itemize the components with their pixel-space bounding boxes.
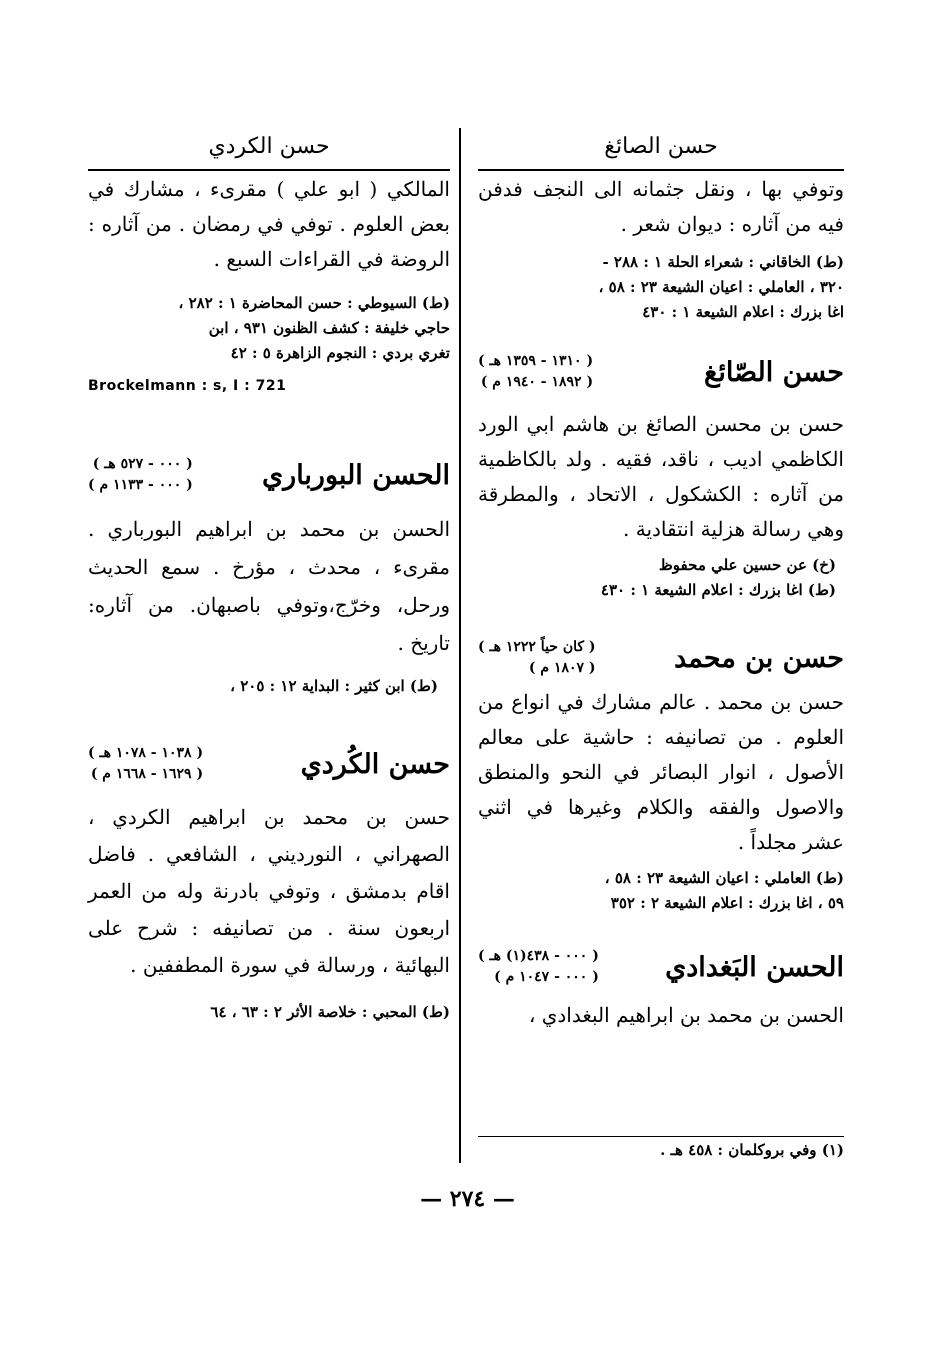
gregorian-dates: ( ١٦٢٩ - ١٦٦٨ م ) [90,766,204,782]
page-number: — ٢٧٤ — [420,1186,515,1212]
column-divider [459,128,461,1163]
latin-reference: Brockelmann : s, I : 721 [88,378,287,394]
entry-dates [478,351,593,393]
hijri-dates: ( ١٠٣٨ - ١٠٧٨ هـ ) [88,745,204,761]
entry-heading [478,351,844,393]
entry-body: حسن بن محمد بن ابراهيم الكردي ، الصهراني ، النورديني ، الشافعي . فاضل اقام بدمشق ، وتوفي بادرنة وله من العمر اربعون سنة . من تصانيفه : شرح على البهائية ، ورسالة في سورة المطففين . [88,805,450,977]
hijri-dates: ( ٠٠٠ - ٥٢٧ هـ ) [92,456,193,472]
footnote-rule [478,1136,844,1137]
ref-line: (ط) العاملي : اعيان الشيعة ٢٣ : ٥٨ ، [604,869,844,887]
gregorian-dates: ( ١٨٩٢ - ١٩٤٠ م ) [480,374,594,390]
hijri-dates: ( ٠٠٠ - ٤٣٨(١) هـ ) [478,948,599,964]
entry-dates [478,637,596,679]
right-column [478,128,844,1033]
header-rule-left [88,169,450,171]
ref-line: تغري بردي : النجوم الزاهرة ٥ : ٤٢ [230,344,450,362]
continuation-refs [478,250,844,325]
entry-body: حسن بن محمد . عالم مشارك في انواع من العلوم . من تصانيفه : حاشية على معالم الأصول ، انوار البصائر في النحو والمنطق والاصول والفقه والكلام وغيرها في اثني عشر مجلداً . [478,690,844,854]
entry-name: حسن الصّائغ [704,356,844,388]
entry-body: حسن بن محسن الصائغ بن هاشم ابي الورد الكاظمي اديب ، ناقد، فقيه . ولد بالكاظمية من آثاره : الكشكول ، الاتحاد ، والمطرقة وهي رسالة هزلية انتقادية . [478,412,844,541]
entry-heading [478,637,844,679]
ref-line: (ط) الخاقاني : شعراء الحلة ١ : ٢٨٨ - [602,253,844,271]
ref-line: حاجي خليفة : كشف الظنون ٩٣١ ، ابن [208,319,450,337]
gregorian-dates: ( ٠٠٠ - ١٠٤٧ م ) [494,969,599,985]
entry-name: حسن الكُردي [300,748,450,780]
ref-line: (ط) اغا بزرك : اعلام الشيعة ١ : ٤٣٠ [600,581,836,599]
left-column [88,128,450,1025]
header-rule-right [478,169,844,171]
left-column-header: حسن الكردي [208,134,330,159]
ref-line: اغا بزرك : اعلام الشيعة ١ : ٤٣٠ [642,303,844,321]
right-column-header: حسن الصائغ [604,134,718,159]
continuation-text: وتوفي بها ، ونقل جثمانه الى النجف فدفن فيه من آثاره : ديوان شعر . [478,177,844,236]
ref-line: (خ) عن حسين علي محفوظ [658,556,836,574]
gregorian-dates: ( ٠٠٠ - ١١٣٣ م ) [88,477,193,493]
ref-line: (ط) المحبي : خلاصة الأثر ٢ : ٦٣ ، ٦٤ [210,1003,450,1021]
entry-name: الحسن البورباري [262,459,450,491]
entry-name: حسن بن محمد [674,642,844,674]
entry-dates [478,946,599,988]
hijri-dates: ( كان حياً ١٢٢٢ هـ ) [478,639,596,655]
entry-name: الحسن البَغدادي [665,951,844,983]
continuation-refs [88,291,450,366]
ref-line: (ط) السيوطي : حسن المحاضرة ١ : ٢٨٢ ، [178,294,450,312]
entry-heading [88,454,450,496]
gregorian-dates: ( ١٨٠٧ م ) [528,660,596,676]
ref-line: ٣٢٠ ، العاملي : اعيان الشيعة ٢٣ : ٥٨ ، [598,278,844,296]
entry-heading [478,946,844,988]
entry-dates [88,454,193,496]
footnote: (١) وفي بروكلمان : ٤٥٨ هـ . [660,1141,844,1159]
entry-body: الحسن بن محمد بن ابراهيم البغدادي ، [528,1003,844,1027]
continuation-text: المالكي ( ابو علي ) مقرىء ، مشارك في بعض العلوم . توفي في رمضان . من آثاره : الروضة في القراءات السبع . [88,177,450,271]
ref-line: (ط) ابن كثير : البداية ١٢ : ٢٠٥ ، [230,677,438,695]
entry-body: الحسن بن محمد بن ابراهيم البورباري . مقرىء ، محدث ، مؤرخ . سمع الحديث ورحل، وخرّج،وتوفي باصبهان. من آثاره: تاريخ . [88,517,450,655]
hijri-dates: ( ١٣١٠ - ١٣٥٩ هـ ) [478,353,594,369]
entry-dates [88,743,203,785]
ref-line: ٥٩ ، اغا بزرك : اعلام الشيعة ٢ : ٣٥٢ [610,894,844,912]
entry-heading [88,743,450,785]
